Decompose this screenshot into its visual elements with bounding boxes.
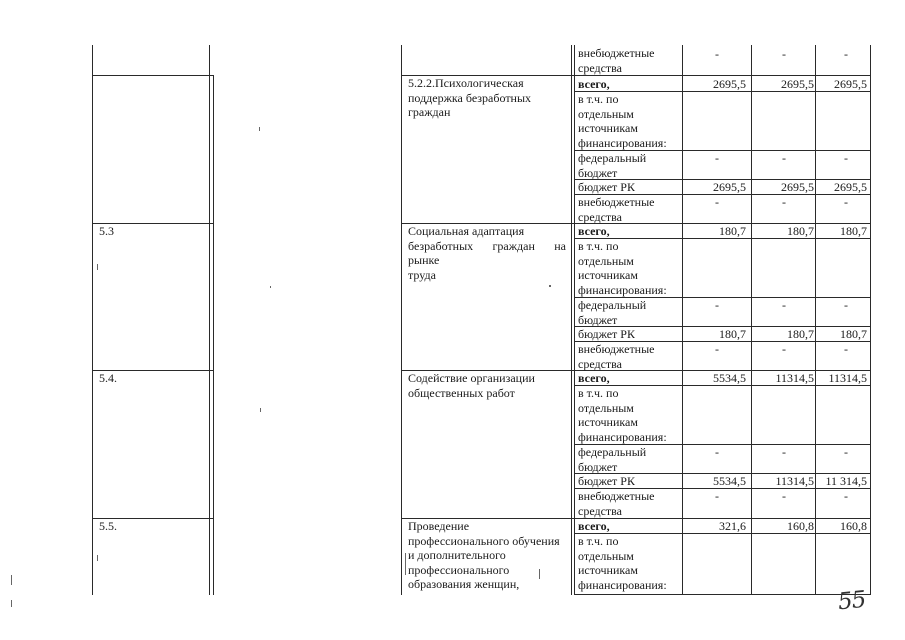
table-border bbox=[751, 45, 752, 595]
row-number: 5.3 bbox=[99, 224, 114, 238]
activity-name: Проведение профессионального обучения и дополнительного профессионального образования женщин, bbox=[408, 519, 560, 592]
cell-value: 321,6 bbox=[719, 519, 746, 533]
activity-name: 5.2.2.Психологическая поддержка безработных граждан bbox=[408, 76, 532, 120]
source-label: в т.ч. по отдельным источникам финансирования: bbox=[578, 534, 667, 592]
cell-value: 2695,5 bbox=[781, 180, 814, 194]
source-label: в т.ч. по отдельным источникам финансирования: bbox=[578, 386, 667, 444]
source-label: внебюджетные средства bbox=[578, 46, 655, 75]
cell-value: 11314,5 bbox=[775, 474, 814, 488]
cell-value: 2695,5 bbox=[713, 180, 746, 194]
cell-value: - bbox=[844, 489, 848, 503]
cell-value: 180,7 bbox=[840, 327, 867, 341]
cell-value: 180,7 bbox=[787, 224, 814, 238]
cell-value: - bbox=[782, 47, 786, 61]
cell-value: - bbox=[844, 195, 848, 209]
scan-speck bbox=[405, 553, 406, 575]
source-label: в т.ч. по отдельным источникам финансирования: bbox=[578, 239, 667, 297]
cell-value: 2695,5 bbox=[834, 180, 867, 194]
source-label: федеральный бюджет bbox=[578, 298, 647, 327]
table-rule bbox=[574, 594, 870, 595]
source-label: внебюджетные средства bbox=[578, 489, 655, 518]
scan-speck bbox=[270, 286, 271, 288]
scan-speck bbox=[549, 285, 551, 287]
table-border bbox=[682, 45, 683, 595]
source-label: в т.ч. по отдельным источникам финансирования: bbox=[578, 92, 667, 150]
cell-value: 180,7 bbox=[787, 327, 814, 341]
left-table-border bbox=[213, 75, 214, 595]
row-number: 5.4. bbox=[99, 371, 117, 385]
row-number: 5.5. bbox=[99, 519, 117, 533]
activity-name: рынке bbox=[408, 253, 440, 268]
cell-value: 11 314,5 bbox=[825, 474, 867, 488]
source-label: бюджет РК bbox=[578, 327, 635, 341]
source-label: бюджет РК bbox=[578, 474, 635, 488]
cell-value: 160,8 bbox=[840, 519, 867, 533]
cell-value: - bbox=[844, 151, 848, 165]
cell-value: - bbox=[844, 298, 848, 312]
total-label: всего, bbox=[578, 519, 610, 533]
page-number: 55 bbox=[836, 586, 867, 616]
cell-value: - bbox=[844, 47, 848, 61]
cell-value: 160,8 bbox=[787, 519, 814, 533]
scan-speck bbox=[97, 264, 98, 270]
activity-name-word: граждан bbox=[492, 238, 535, 253]
cell-value: 11314,5 bbox=[775, 371, 814, 385]
cell-value: - bbox=[715, 195, 719, 209]
table-border bbox=[815, 45, 816, 595]
cell-value: - bbox=[782, 342, 786, 356]
scan-speck bbox=[259, 127, 260, 131]
activity-name-word: на bbox=[554, 238, 566, 253]
cell-value: - bbox=[782, 489, 786, 503]
table-border bbox=[401, 45, 402, 595]
cell-value: - bbox=[782, 195, 786, 209]
cell-value: - bbox=[715, 445, 719, 459]
total-label: всего, bbox=[578, 77, 610, 91]
source-label: внебюджетные средства bbox=[578, 342, 655, 371]
scan-speck bbox=[260, 408, 261, 412]
left-table-border bbox=[92, 45, 93, 595]
total-label: всего, bbox=[578, 371, 610, 385]
activity-name: Социальная адаптация bbox=[408, 224, 525, 238]
total-label: всего, bbox=[578, 224, 610, 238]
cell-value: 2695,5 bbox=[781, 77, 814, 91]
source-label: бюджет РК bbox=[578, 180, 635, 194]
cell-value: - bbox=[782, 298, 786, 312]
cell-value: 5534,5 bbox=[713, 474, 746, 488]
source-label: внебюджетные средства bbox=[578, 195, 655, 224]
scan-speck bbox=[11, 600, 12, 607]
cell-value: - bbox=[715, 151, 719, 165]
cell-value: - bbox=[782, 151, 786, 165]
cell-value: 180,7 bbox=[719, 224, 746, 238]
scan-speck bbox=[11, 575, 12, 585]
activity-name-word: безработных bbox=[408, 238, 474, 253]
activity-name: Содействие организации общественных работ bbox=[408, 371, 535, 400]
source-label: федеральный бюджет bbox=[578, 445, 647, 474]
cell-value: 5534,5 bbox=[713, 371, 746, 385]
cell-value: 2695,5 bbox=[713, 77, 746, 91]
cell-value: - bbox=[782, 445, 786, 459]
cell-value: 2695,5 bbox=[834, 77, 867, 91]
left-table-rule bbox=[92, 75, 213, 76]
cell-value: - bbox=[715, 298, 719, 312]
scan-speck bbox=[539, 569, 540, 579]
table-border bbox=[571, 45, 572, 595]
source-label: федеральный бюджет bbox=[578, 151, 647, 180]
cell-value: - bbox=[715, 342, 719, 356]
left-table-border bbox=[209, 45, 210, 595]
cell-value: 180,7 bbox=[719, 327, 746, 341]
cell-value: 11314,5 bbox=[828, 371, 867, 385]
cell-value: - bbox=[715, 47, 719, 61]
scan-speck bbox=[97, 555, 98, 561]
table-border bbox=[574, 45, 575, 595]
cell-value: - bbox=[844, 445, 848, 459]
cell-value: 180,7 bbox=[840, 224, 867, 238]
activity-name: труда bbox=[408, 267, 436, 282]
table-border bbox=[870, 45, 871, 595]
cell-value: - bbox=[715, 489, 719, 503]
activity-name-justified-line bbox=[408, 239, 566, 254]
cell-value: - bbox=[844, 342, 848, 356]
